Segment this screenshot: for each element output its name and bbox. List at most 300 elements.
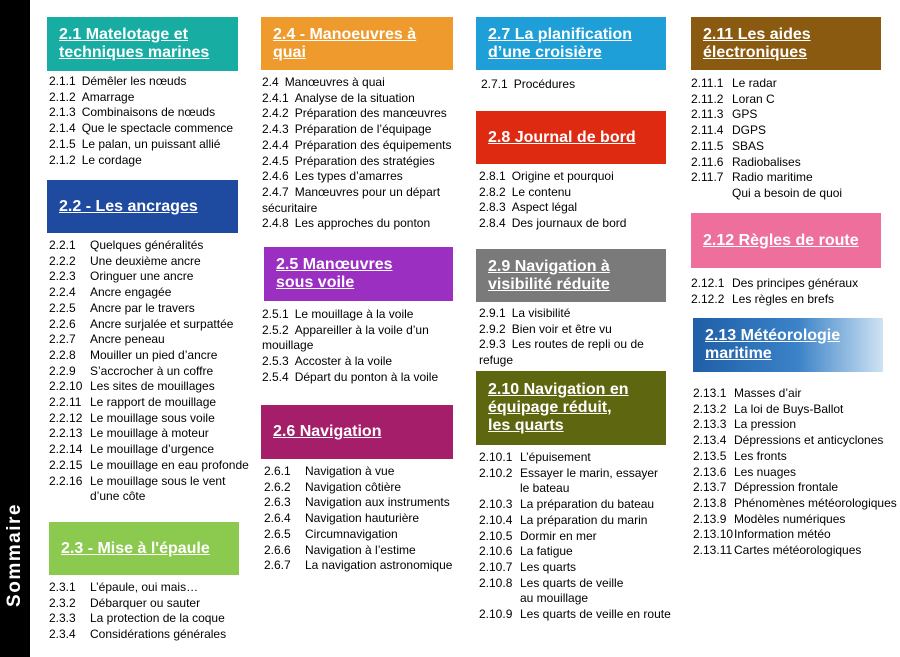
toc-item-title: Le mouillage à moteur	[90, 426, 209, 441]
toc-item-title: Les nuages	[734, 464, 797, 479]
toc-item-number: 2.9.3	[479, 337, 506, 352]
toc-item-title: L’épuisement	[520, 450, 591, 464]
toc-item[interactable]	[479, 216, 679, 232]
toc-item-title: Qui a besoin de quoi	[732, 185, 843, 200]
toc-item[interactable]	[691, 92, 891, 108]
toc-item[interactable]	[693, 543, 893, 559]
toc-item-title: Ancre surjalée et surpattée	[90, 316, 234, 331]
toc-item-number: 2.11.5	[691, 138, 724, 153]
toc-item-title: Les approches du ponton	[294, 216, 431, 231]
toc-item-number: 2.13.9	[693, 511, 727, 526]
toc-item[interactable]	[49, 137, 249, 153]
toc-item[interactable]	[479, 306, 679, 322]
toc-item[interactable]	[49, 426, 249, 442]
toc-item-title: Débarquer ou sauter	[90, 595, 201, 610]
toc-item-number: 2.2.4	[49, 285, 76, 300]
toc-item-title: La loi de Buys-Ballot	[734, 401, 844, 416]
section-list-s23	[49, 580, 249, 643]
section-list-s24	[262, 75, 462, 232]
toc-item-number: 2.4.7	[262, 184, 289, 199]
toc-item[interactable]	[49, 580, 249, 596]
section-title-line: les quarts	[488, 417, 564, 434]
toc-item-number: 2.10.9	[479, 607, 513, 622]
toc-item-number: 2.5.4	[262, 369, 289, 384]
section-title-line: 2.13 Météorologie	[705, 327, 841, 344]
toc-item[interactable]	[262, 91, 462, 107]
toc-item-number: 2.13.2	[693, 401, 727, 416]
section-header-s24[interactable]	[261, 17, 453, 70]
toc-item[interactable]	[49, 285, 249, 301]
section-title-line: 2.3 - Mise à l'épaule	[61, 539, 210, 557]
toc-item-number: 2.4	[262, 75, 279, 89]
section-title-line: maritime	[705, 345, 772, 362]
section-header-s27[interactable]	[476, 17, 666, 70]
toc-item-title: Dépressions et anticyclones	[734, 433, 884, 448]
section-title-line: 2.10 Navigation en	[488, 381, 629, 398]
toc-item-title: Dépression frontale	[734, 480, 839, 495]
toc-item-title: Mouiller un pied d’ancre	[90, 347, 218, 362]
toc-item-number: 2.6.4	[264, 511, 291, 526]
toc-item-title: Oringuer une ancre	[90, 269, 194, 284]
section-title-line: 2.2 - Les ancrages	[59, 197, 198, 215]
toc-item-title: Préparation des stratégies	[294, 153, 435, 168]
toc-item[interactable]	[479, 450, 679, 466]
toc-item-number: 2.6.3	[264, 495, 291, 510]
toc-item[interactable]	[479, 591, 679, 607]
toc-item[interactable]	[264, 495, 464, 511]
section-list-s210	[479, 450, 679, 623]
toc-item-number: 2.11.3	[691, 107, 724, 122]
toc-item-title: Le cordage	[81, 152, 142, 167]
sidebar	[0, 0, 30, 657]
toc-item[interactable]	[49, 254, 249, 270]
section-list-s212	[691, 276, 891, 307]
toc-item-number: 2.2.10	[49, 379, 83, 394]
toc-item-title: Navigation aux instruments	[305, 495, 450, 510]
toc-item[interactable]	[691, 155, 891, 171]
toc-item-title: Circumnavigation	[305, 526, 398, 541]
toc-item-number: 2.1.2	[49, 152, 76, 167]
toc-item-title: Le rapport de mouillage	[90, 395, 217, 410]
toc-item[interactable]	[262, 154, 462, 170]
toc-item-title: Le palan, un puissant allié	[81, 136, 221, 151]
toc-item-number: 2.11.1	[691, 76, 724, 90]
toc-item[interactable]	[693, 527, 893, 543]
toc-item-title: Les types d’amarres	[294, 169, 403, 184]
toc-item-title: Information météo	[734, 527, 831, 542]
toc-item[interactable]	[479, 169, 679, 185]
toc-item-number: 2.4.5	[262, 153, 289, 168]
toc-item-title: Manœuvres pour un départ sécuritaire	[262, 184, 441, 215]
toc-item-title: Analyse de la situation	[294, 90, 415, 105]
toc-item[interactable]	[49, 348, 249, 364]
toc-item-number: 2.4.3	[262, 122, 289, 137]
section-header-s211[interactable]	[691, 17, 881, 70]
toc-item-number: 2.13.7	[693, 480, 727, 495]
section-list-s22	[49, 238, 249, 505]
toc-item-title: Les routes de repli ou de refuge	[479, 337, 644, 368]
toc-item-title: Essayer le marin, essayer	[520, 465, 659, 480]
toc-item-number: 2.4.1	[262, 90, 289, 105]
toc-item-title: Démêler les nœuds	[81, 74, 187, 88]
toc-item-number: 2.8.1	[479, 169, 506, 183]
toc-item[interactable]	[693, 512, 893, 528]
toc-item-title: La protection de la coque	[90, 611, 225, 626]
toc-item-number: 2.4.4	[262, 137, 289, 152]
toc-item-number: 2.2.11	[49, 395, 82, 410]
toc-item[interactable]	[693, 480, 893, 496]
toc-item-number: 2.10.5	[479, 528, 513, 543]
toc-item-title: La navigation astronomique	[305, 558, 453, 573]
toc-item[interactable]	[479, 497, 679, 513]
toc-item[interactable]	[49, 317, 249, 333]
section-title-line: 2.9 Navigation à	[488, 257, 610, 275]
section-header-s22[interactable]	[47, 180, 238, 233]
toc-item-title: Les quarts	[520, 559, 577, 574]
toc-item[interactable]	[479, 576, 679, 592]
toc-item-number: 2.2.12	[49, 410, 83, 425]
toc-item[interactable]	[262, 354, 462, 370]
toc-item[interactable]	[49, 153, 249, 169]
toc-item[interactable]	[49, 474, 249, 490]
toc-item-number: 2.13.5	[693, 448, 727, 463]
toc-item-number: 2.10.2	[479, 465, 513, 480]
toc-item-number: 2.2.13	[49, 426, 83, 441]
toc-item[interactable]	[691, 107, 891, 123]
toc-item[interactable]	[262, 75, 462, 91]
section-title-line: 2.1 Matelotage et	[59, 26, 188, 43]
toc-item-number: 2.12.2	[691, 291, 725, 306]
toc-item-title: Une deuxième ancre	[90, 253, 201, 268]
toc-item-number: 2.3.1	[49, 580, 76, 594]
toc-item-number: 2.3.4	[49, 627, 76, 642]
toc-item-title: Des journaux de bord	[511, 216, 627, 231]
toc-item-number: 2.13.1	[693, 386, 727, 400]
toc-item[interactable]	[481, 77, 681, 93]
toc-item-title: Départ du ponton à la voile	[294, 369, 439, 384]
toc-item-title: Navigation côtière	[305, 479, 402, 494]
toc-item[interactable]	[691, 76, 891, 92]
toc-item-number: 2.3.3	[49, 611, 76, 626]
toc-item-number: 2.13.4	[693, 433, 727, 448]
toc-item-title: La pression	[734, 417, 797, 432]
toc-item-title: Modèles numériques	[734, 511, 846, 526]
toc-item-number: 2.4.2	[262, 106, 289, 121]
toc-item-number: 2.1.5	[49, 136, 76, 151]
toc-item-number: 2.10.3	[479, 497, 513, 512]
toc-item[interactable]	[262, 122, 462, 138]
toc-item-number: 2.1.2	[49, 89, 76, 104]
toc-item-title: Phénomènes météorologiques	[734, 495, 897, 510]
toc-item-number: 2.2.8	[49, 347, 76, 362]
toc-item-title: Accoster à la voile	[294, 354, 393, 369]
toc-item[interactable]	[479, 481, 679, 497]
toc-item[interactable]	[691, 186, 891, 202]
toc-item-title: Manœuvres à quai	[284, 75, 385, 89]
toc-item-title: Des principes généraux	[732, 276, 859, 290]
toc-item[interactable]	[262, 323, 462, 354]
section-title-line: 2.7 La planification	[488, 25, 633, 43]
toc-item-title: Le mouillage sous le vent	[90, 473, 226, 488]
toc-item-title: Considérations générales	[90, 627, 227, 642]
toc-item[interactable]	[49, 489, 249, 505]
toc-item[interactable]	[49, 269, 249, 285]
toc-item-number: 2.2.1	[49, 238, 76, 252]
toc-item[interactable]	[49, 301, 249, 317]
toc-item-title: Le radar	[732, 76, 777, 90]
toc-item-number: 2.4.6	[262, 169, 289, 184]
toc-item[interactable]	[264, 464, 464, 480]
toc-item[interactable]	[49, 121, 249, 137]
toc-item-title: Préparation des équipements	[294, 137, 452, 152]
toc-item[interactable]	[264, 543, 464, 559]
toc-item[interactable]	[49, 364, 249, 380]
section-header-s28[interactable]	[476, 111, 666, 164]
toc-item-title: Radio maritime	[732, 170, 813, 185]
toc-item[interactable]	[693, 465, 893, 481]
toc-item-title: Origine et pourquoi	[511, 169, 614, 183]
section-list-s27	[481, 77, 681, 93]
toc-item-number: 2.11.7	[691, 170, 724, 185]
section-header-s26[interactable]	[261, 405, 453, 459]
section-title-line: 2.12 Règles de route	[703, 231, 859, 249]
section-list-s26	[264, 464, 464, 574]
toc-item-title: La préparation du marin	[520, 512, 648, 527]
toc-item[interactable]	[479, 529, 679, 545]
toc-item[interactable]	[691, 292, 891, 308]
toc-item[interactable]	[49, 105, 249, 121]
toc-item-number: 2.5.1	[262, 307, 289, 321]
toc-item-number: 2.9.1	[479, 306, 506, 320]
toc-item-number: 2.11.4	[691, 123, 724, 138]
toc-item-title: Préparation de l’équipage	[294, 122, 432, 137]
toc-item[interactable]	[49, 627, 249, 643]
toc-item-number: 2.13.3	[693, 417, 727, 432]
toc-item-title: Radiobalises	[732, 154, 801, 169]
toc-item[interactable]	[49, 442, 249, 458]
toc-item-title: Les quarts de veille en route	[520, 607, 671, 622]
toc-item-title: le bateau	[520, 481, 570, 496]
toc-item[interactable]	[264, 480, 464, 496]
toc-item[interactable]	[49, 74, 249, 90]
section-header-s212[interactable]	[691, 213, 881, 268]
toc-item-number: 2.2.14	[49, 442, 83, 457]
toc-item-number: 2.1.3	[49, 105, 76, 120]
toc-item[interactable]	[262, 307, 462, 323]
toc-item[interactable]	[693, 433, 893, 449]
toc-item-title: Navigation hauturière	[305, 511, 420, 526]
section-title-line: équipage réduit,	[488, 399, 612, 416]
section-title-line: 2.5 Manœuvres	[276, 256, 393, 273]
toc-item-title: Aspect légal	[511, 200, 578, 215]
toc-item-number: 2.11.6	[691, 154, 724, 169]
toc-item[interactable]	[693, 495, 897, 512]
toc-item-number: 2.6.6	[264, 542, 291, 557]
section-title-line: 2.8 Journal de bord	[488, 128, 636, 146]
toc-item-number: 2.1.4	[49, 121, 76, 136]
section-list-s21	[49, 74, 249, 168]
toc-item[interactable]	[479, 513, 679, 529]
toc-item-title: Le contenu	[511, 184, 572, 199]
toc-item[interactable]	[262, 138, 462, 154]
section-header-s29[interactable]	[476, 249, 666, 302]
toc-item[interactable]	[479, 200, 679, 216]
toc-item-title: Bien voir et être vu	[511, 321, 612, 336]
toc-item-title: Appareiller à la voile d’un mouillage	[262, 322, 429, 353]
toc-item[interactable]	[49, 596, 249, 612]
toc-item-number: 2.8.3	[479, 200, 506, 215]
section-title-line: sous voile	[276, 274, 355, 291]
toc-item[interactable]	[262, 370, 462, 386]
toc-item-title: Combinaisons de nœuds	[81, 105, 216, 120]
toc-item[interactable]	[691, 276, 891, 292]
toc-item-number: 2.10.1	[479, 450, 513, 464]
toc-item-title: La fatigue	[520, 544, 573, 559]
toc-item-title: Navigation à l’estime	[305, 542, 416, 557]
toc-item-title: Les quarts de veille	[520, 575, 624, 590]
section-title-line: visibilité réduite	[488, 275, 610, 293]
toc-item-number: 2.6.5	[264, 526, 291, 541]
toc-item-title: SBAS	[732, 138, 765, 153]
section-list-s213	[693, 386, 897, 559]
toc-item-title: au mouillage	[520, 591, 589, 606]
toc-item[interactable]	[693, 402, 893, 418]
toc-item-number: 2.10.8	[479, 575, 513, 590]
section-header-s21[interactable]	[47, 17, 238, 71]
toc-item-number: 2.9.2	[479, 321, 506, 336]
section-title-line: d’une croisière	[488, 43, 602, 61]
toc-item-title: Procédures	[513, 77, 576, 91]
toc-item-title: Ancre par le travers	[90, 300, 195, 315]
toc-item[interactable]	[262, 216, 462, 232]
toc-item[interactable]	[49, 332, 249, 348]
toc-item-title: Dormir en mer	[520, 528, 597, 543]
section-title-line: électroniques	[703, 43, 808, 61]
toc-item-number: 2.2.16	[49, 473, 83, 488]
toc-item[interactable]	[264, 558, 464, 574]
section-title-line: 2.11 Les aides	[703, 25, 811, 43]
toc-item-title: Préparation des manœuvres	[294, 106, 447, 121]
toc-item-number: 2.7.1	[481, 77, 508, 91]
toc-item-number: 2.10.6	[479, 544, 513, 559]
toc-item[interactable]	[49, 611, 249, 627]
toc-item-title: Les règles en brefs	[732, 291, 835, 306]
section-header-s213[interactable]	[693, 318, 883, 372]
toc-item-title: GPS	[732, 107, 758, 122]
section-title-line: techniques marines	[59, 44, 210, 61]
toc-item[interactable]	[693, 386, 893, 402]
toc-item-title: DGPS	[732, 123, 767, 138]
section-list-s211	[691, 76, 891, 202]
toc-item-title: La préparation du bateau	[520, 497, 655, 512]
toc-item[interactable]	[49, 458, 249, 474]
section-title-line: 2.6 Navigation	[273, 423, 382, 440]
toc-item[interactable]	[479, 560, 679, 576]
toc-item-title: Que le spectacle commence	[81, 121, 234, 136]
toc-item-number: 2.2.2	[49, 253, 76, 268]
section-header-s25[interactable]	[264, 247, 453, 301]
toc-item[interactable]	[693, 449, 893, 465]
toc-item-title: Le mouillage à la voile	[294, 307, 414, 321]
toc-item-number: 2.13.11	[693, 543, 733, 558]
toc-item[interactable]	[691, 139, 891, 155]
toc-item[interactable]	[691, 170, 891, 186]
toc-item[interactable]	[49, 379, 249, 395]
toc-item[interactable]	[49, 90, 249, 106]
section-list-s25	[262, 307, 462, 386]
toc-item-title: Les fronts	[734, 448, 787, 463]
toc-item-number: 2.2.5	[49, 300, 76, 315]
section-title-line: quai	[273, 43, 306, 61]
toc-item-title: Ancre peneau	[90, 332, 165, 347]
section-list-s28	[479, 169, 679, 232]
toc-item-number: 2.13.10	[693, 527, 734, 542]
toc-item[interactable]	[693, 417, 893, 433]
toc-item-number: 2.3.2	[49, 595, 76, 610]
toc-item-number: 2.8.2	[479, 184, 506, 199]
toc-item-number: 2.2.15	[49, 457, 83, 472]
toc-item-number: 2.2.6	[49, 316, 76, 331]
toc-item-title: Masses d’air	[734, 386, 802, 400]
toc-item[interactable]	[479, 185, 679, 201]
toc-item[interactable]	[49, 411, 249, 427]
toc-item[interactable]	[262, 169, 462, 185]
toc-item-number: 2.12.1	[691, 276, 725, 290]
toc-item-number: 2.1.1	[49, 74, 76, 88]
toc-item-number: 2.6.7	[264, 558, 291, 573]
toc-item-number: 2.4.8	[262, 216, 289, 231]
toc-item[interactable]	[49, 395, 249, 411]
toc-item-title: Cartes météorologiques	[734, 543, 862, 558]
toc-item-number: 2.2.7	[49, 332, 76, 347]
toc-item-title: Ancre engagée	[90, 285, 172, 300]
toc-item-number: 2.5.3	[262, 354, 289, 369]
toc-item[interactable]	[262, 106, 462, 122]
toc-item-number: 2.11.2	[691, 91, 724, 106]
toc-item-number: 2.5.2	[262, 322, 289, 337]
toc-item-number: 2.6.2	[264, 479, 291, 494]
toc-item[interactable]	[264, 527, 464, 543]
toc-item-title: L’épaule, oui mais…	[90, 580, 199, 594]
toc-item-number: 2.10.7	[479, 559, 513, 574]
toc-item[interactable]	[264, 511, 464, 527]
toc-item[interactable]	[479, 607, 679, 623]
toc-item-title: Le mouillage en eau profonde	[90, 457, 249, 472]
toc-item-title: Loran C	[732, 91, 775, 106]
toc-item-number: 2.13.6	[693, 464, 727, 479]
toc-item[interactable]	[479, 337, 679, 368]
section-list-s29	[479, 306, 679, 369]
section-title-line: 2.4 - Manoeuvres à	[273, 25, 417, 43]
toc-item-number: 2.8.4	[479, 216, 506, 231]
toc-item-title: Navigation à vue	[305, 464, 395, 478]
toc-item[interactable]	[49, 238, 249, 254]
toc-item-number: 2.2.9	[49, 363, 76, 378]
toc-item[interactable]	[479, 466, 679, 482]
toc-item[interactable]	[691, 123, 891, 139]
toc-item-number: 2.13.8	[693, 495, 727, 510]
toc-item-title: Le mouillage d’urgence	[90, 442, 215, 457]
toc-item-title: Quelques généralités	[90, 238, 204, 252]
toc-item-title: Le mouillage sous voile	[90, 410, 215, 425]
section-header-s23[interactable]	[49, 522, 239, 575]
toc-item[interactable]	[479, 544, 679, 560]
toc-item[interactable]	[262, 185, 462, 216]
toc-item-title: S’accrocher à un coffre	[90, 363, 214, 378]
toc-item-number: 2.6.1	[264, 464, 291, 478]
section-header-s210[interactable]	[476, 371, 666, 445]
toc-item[interactable]	[479, 322, 679, 338]
